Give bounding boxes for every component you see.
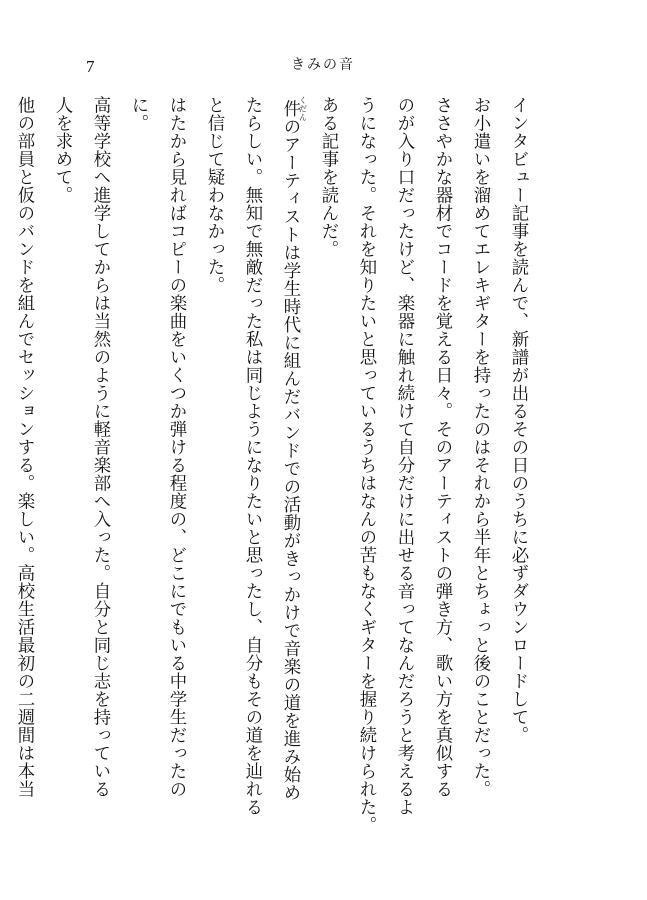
text-line-11: に。 [128, 96, 148, 132]
text-line-7 [271, 96, 309, 836]
text-line-1: インタビュー記事を読んで、新譜が出るその日のうちに必ずダウンロードして。 [508, 96, 528, 744]
text-line-10: はたから見ればコピーの楽曲をいくつか弾ける程度の、どこにでもいる中学生だったの [166, 96, 186, 798]
text-line-6: ある記事を読んだ。 [318, 96, 338, 258]
body-text [14, 96, 537, 836]
text-line-13: 人を求めて。 [52, 96, 72, 204]
text-line-14: 他の部員と仮のバンドを組んでセッションする。楽しい。高校生活最初の二週間は本当 [14, 96, 34, 798]
text-line-9: と信じて疑わなかった。 [204, 96, 224, 294]
text-line-4: のが入り口だったけど、楽器に触れ続けて自分だけに出せる音ってなんだろうと考えるよ [394, 96, 414, 816]
text-line-3: ささやかな器材でコードを覚える日々。そのアーティストの弾き方、歌い方を真似する [432, 96, 452, 798]
text-line-12: 高等学校へ進学してからは当然のように軽音楽部へ入った。自分と同じ志を持っている [90, 96, 110, 798]
ruby-reading: くだん [298, 96, 308, 122]
text-line-5: うになった。それを知りたいと思っているうちはなんの苦もなくギターを握り続けられた。 [356, 96, 376, 834]
running-title: きみの音 [291, 57, 355, 73]
ruby-base: 件 [280, 96, 300, 122]
text-line-2: お小遣いを溜めてエレキギターを持ったのはそれから半年とちょっと後のことだった。 [470, 96, 490, 798]
text-line-8: たらしい。無知で無敵だった私は同じようになりたいと思ったし、自分もその道を辿れる [242, 96, 262, 816]
ruby-kudan [280, 96, 308, 122]
page-number: 7 [86, 57, 95, 76]
text-line-7-rest: のアーティストは学生時代に組んだバンドでの活動がきっかけで音楽の道を進み始め [280, 117, 300, 802]
